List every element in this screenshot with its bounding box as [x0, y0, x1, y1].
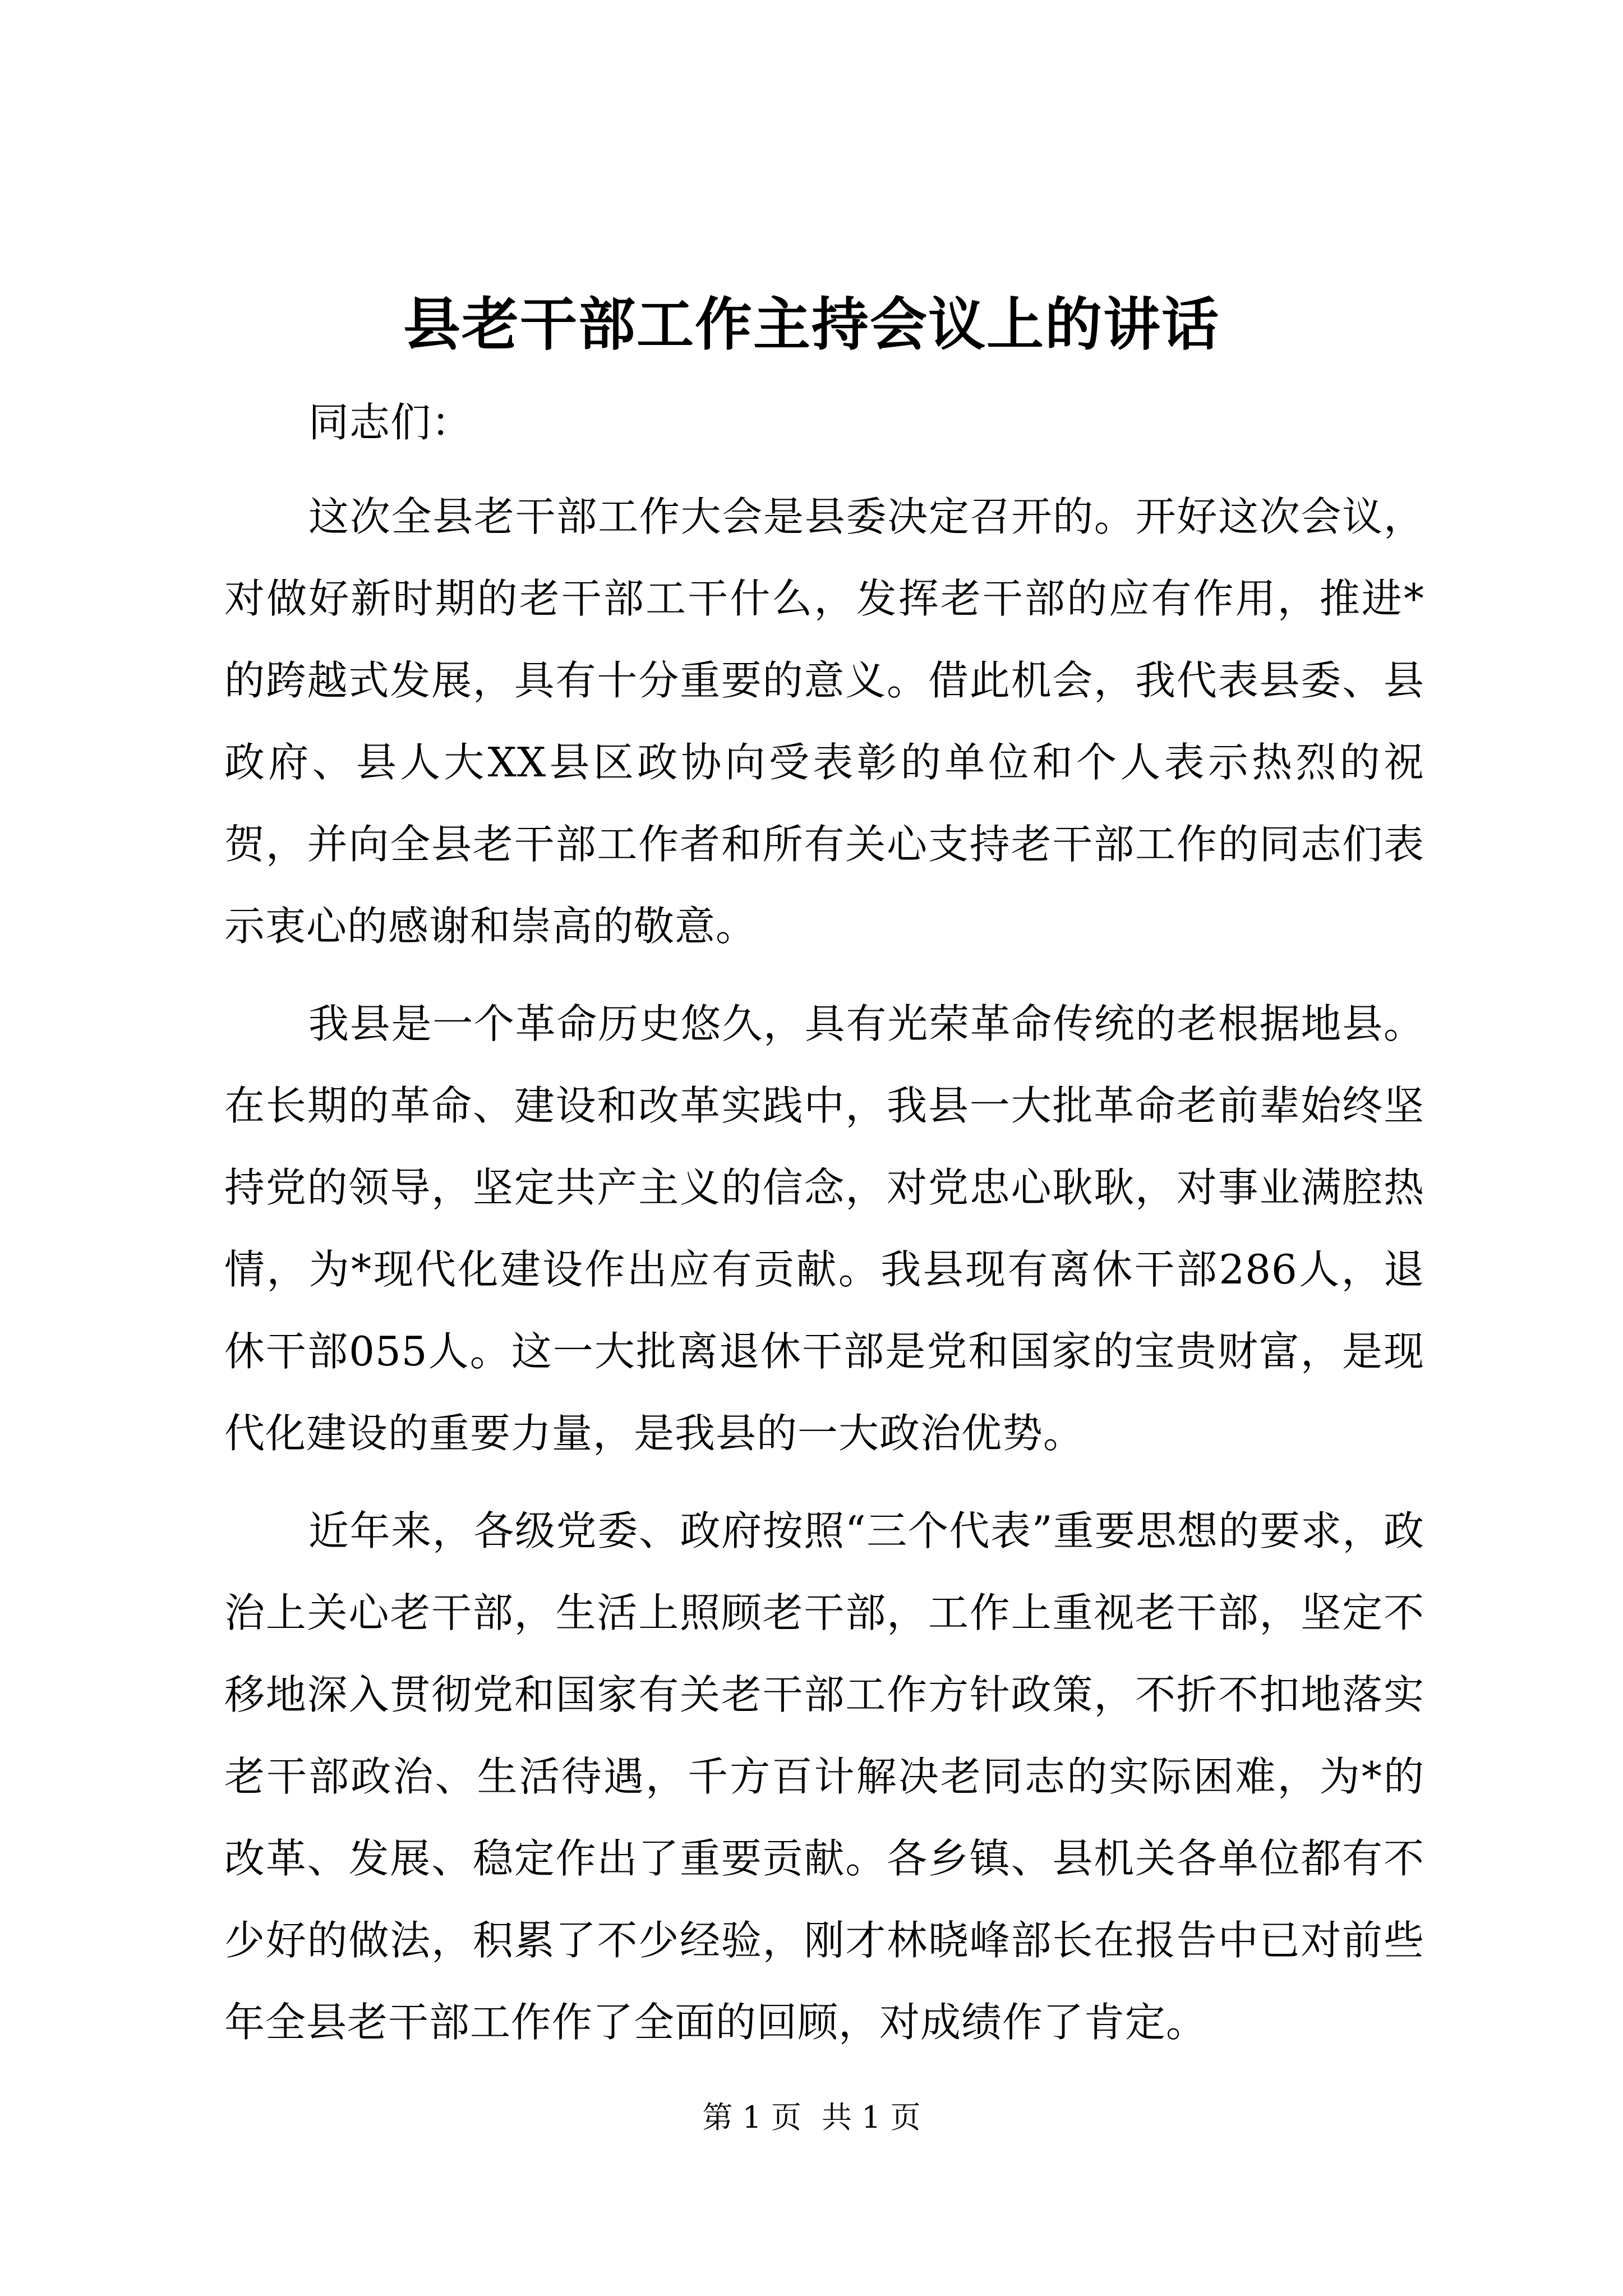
page-number-total: 共 1 页: [822, 2100, 921, 2135]
paragraph-3: 近年来，各级党委、政府按照“三个代表”重要思想的要求，政治上关心老干部，生活上照顾老干部，工作上重视老干部，坚定不移地深入贯彻党和国家有关老干部工作方针政策，不折不扣地落实老干部政治、生活待遇，千方百计解决老同志的实际困难，为*的改革、发展、稳定作出了重要贡献。各乡镇、县机关各单位都有不少好的做法，积累了不少经验，刚才林晓峰部长在报告中已对前些年全县老干部工作作了全面的回顾，对成绩作了肯定。: [224, 1507, 1424, 2046]
document-body: [224, 381, 1424, 2079]
greeting-line: 同志们：: [308, 399, 473, 446]
document-title: 县老干部工作主持会议上的讲话: [403, 292, 1220, 358]
paragraph-1: 这次全县老干部工作大会是县委决定召开的。开好这次会议，对做好新时期的老干部工干什么，发挥老干部的应有作用，推进*的跨越式发展，具有十分重要的意义。借此机会，我代表县委、县政府、县人大XX县区政协向受表彰的单位和个人表示热烈的祝贺，并向全县老干部工作者和所有关心支持老干部工作的同志们表示衷心的感谢和崇高的敬意。: [224, 493, 1424, 950]
page-number-current: 第 1 页: [702, 2100, 801, 2135]
paragraph-2: 我县是一个革命历史悠久，具有光荣革命传统的老根据地县。在长期的革命、建设和改革实践中，我县一大批革命老前辈始终坚持党的领导，坚定共产主义的信念，对党忠心耿耿，对事业满腔热情，为*现代化建设作出应有贡献。我县现有离休干部286人，退休干部055人。这一大批离退休干部是党和国家的宝贵财富，是现代化建设的重要力量，是我县的一大政治优势。: [224, 1000, 1424, 1457]
page-footer: [0, 2095, 1623, 2140]
